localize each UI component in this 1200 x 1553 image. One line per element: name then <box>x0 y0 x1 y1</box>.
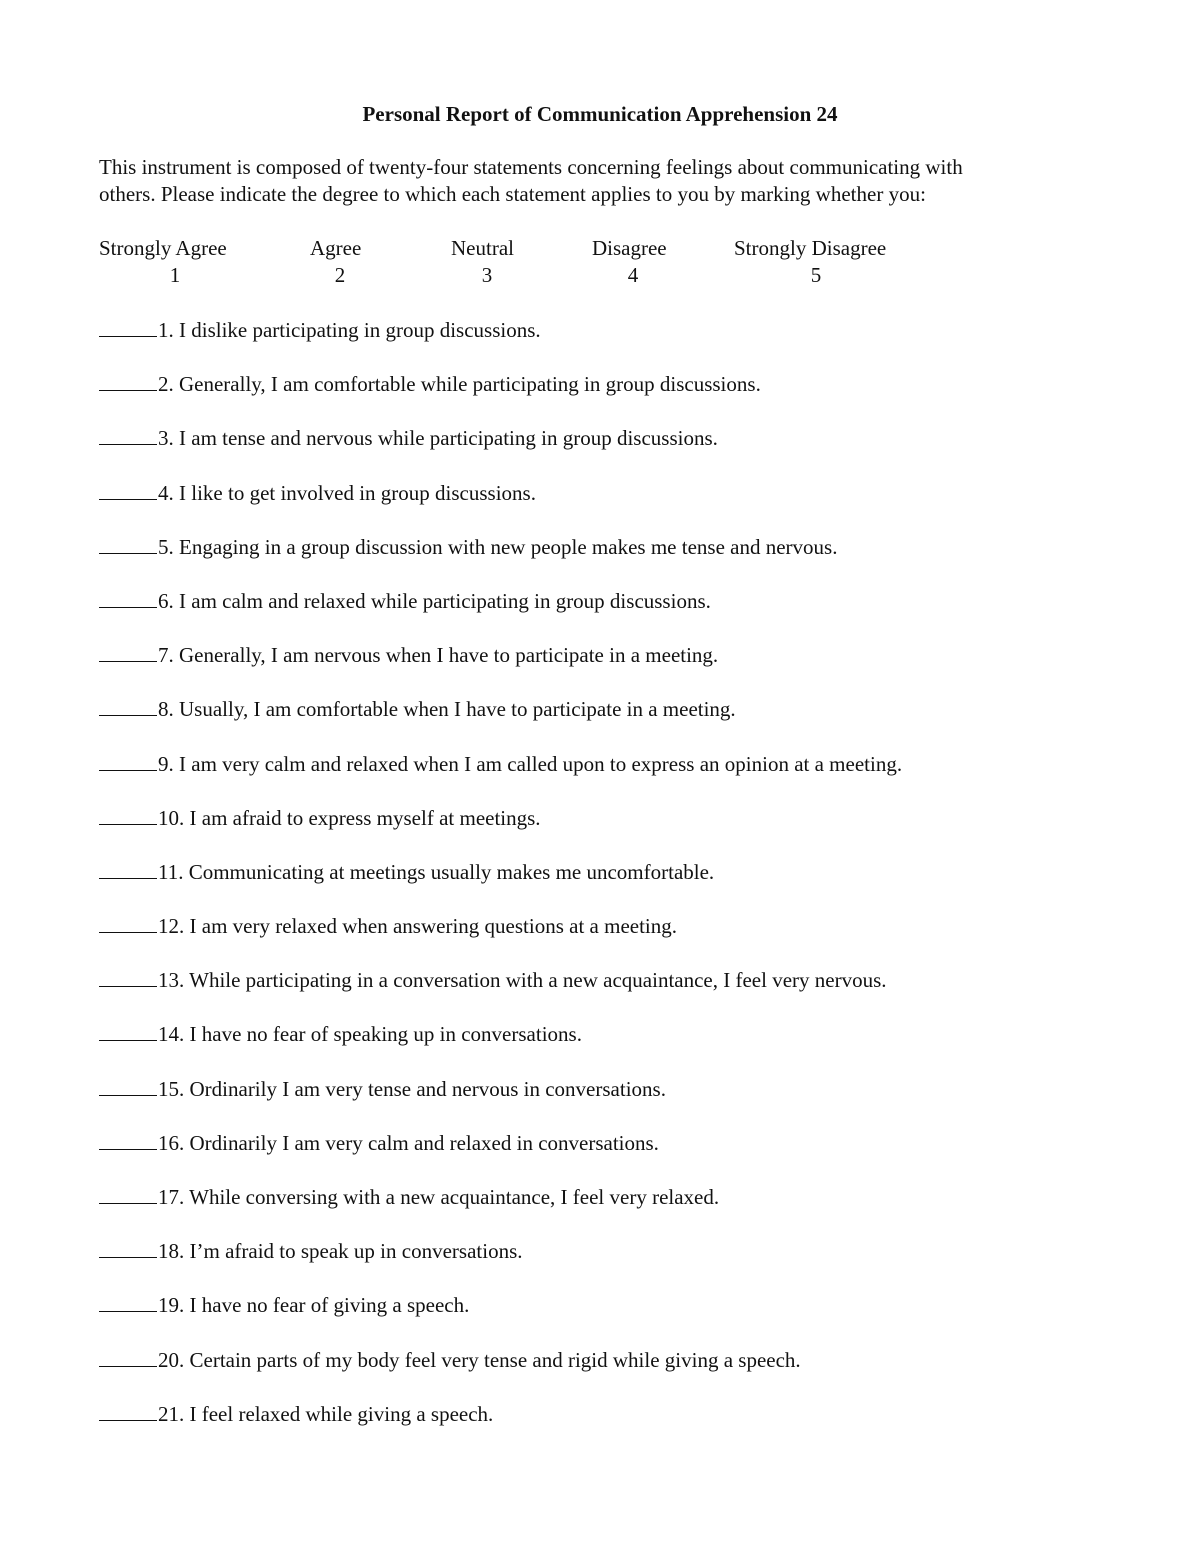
scale-label-neutral: Neutral <box>451 236 514 260</box>
statement-text: 19. I have no fear of giving a speech. <box>158 1293 470 1318</box>
statement-item <box>99 1346 1149 1400</box>
answer-blank[interactable] <box>99 587 157 608</box>
statement-text: 21. I feel relaxed while giving a speech. <box>158 1401 494 1426</box>
scale-label-strongly-agree: Strongly Agree <box>99 236 227 260</box>
answer-blank[interactable] <box>99 370 157 391</box>
answer-blank[interactable] <box>99 479 157 500</box>
answer-blank[interactable] <box>99 750 157 771</box>
statement-item <box>99 1129 1149 1183</box>
statement-item <box>99 1183 1149 1237</box>
statement-text: 7. Generally, I am nervous when I have to participate in a meeting. <box>158 643 719 668</box>
statement-item <box>99 695 1149 749</box>
statement-item <box>99 316 1149 370</box>
answer-blank[interactable] <box>99 1183 157 1204</box>
statement-item <box>99 1075 1149 1129</box>
answer-blank[interactable] <box>99 1400 157 1421</box>
statement-text: 1. I dislike participating in group discussions. <box>158 318 541 342</box>
scale-number-1: 1 <box>169 263 181 287</box>
answer-blank[interactable] <box>99 424 157 445</box>
answer-blank[interactable] <box>99 966 157 987</box>
page-title: Personal Report of Communication Apprehension 24 <box>362 102 838 126</box>
scale-labels <box>0 234 1200 262</box>
statement-text: 9. I am very calm and relaxed when I am called upon to express an opinion at a meeting. <box>158 751 903 776</box>
answer-blank[interactable] <box>99 1346 157 1367</box>
statement-item <box>99 641 1149 695</box>
answer-blank[interactable] <box>99 804 157 825</box>
statement-text: 15. Ordinarily I am very tense and nervous in conversations. <box>158 1076 666 1101</box>
statement-text: 6. I am calm and relaxed while participating in group discussions. <box>158 588 711 613</box>
instructions-line-2: others. Please indicate the degree to which each statement applies to you by marking whether you: <box>99 182 926 206</box>
scale-label-strongly-disagree: Strongly Disagree <box>734 236 887 260</box>
answer-blank[interactable] <box>99 912 157 933</box>
answer-blank[interactable] <box>99 1291 157 1312</box>
statement-item <box>99 750 1149 804</box>
statement-list <box>99 316 1149 1454</box>
statement-text: 8. Usually, I am comfortable when I have to participate in a meeting. <box>158 697 736 722</box>
statement-text: 16. Ordinarily I am very calm and relaxed in conversations. <box>158 1130 659 1155</box>
answer-blank[interactable] <box>99 533 157 554</box>
statement-item <box>99 966 1149 1020</box>
statement-item <box>99 479 1149 533</box>
statement-text: 17. While conversing with a new acquaintance, I feel very relaxed. <box>158 1185 720 1209</box>
answer-blank[interactable] <box>99 1075 157 1096</box>
statement-item <box>99 1291 1149 1345</box>
statement-item <box>99 533 1149 587</box>
statement-text: 3. I am tense and nervous while participating in group discussions. <box>158 426 718 451</box>
scale-label-agree: Agree <box>310 236 362 260</box>
answer-blank[interactable] <box>99 316 157 337</box>
answer-blank[interactable] <box>99 1020 157 1041</box>
statement-text: 11. Communicating at meetings usually makes me uncomfortable. <box>158 859 715 884</box>
scale-number-2: 2 <box>334 263 346 287</box>
statement-text: 13. While participating in a conversation with a new acquaintance, I feel very nervous. <box>158 968 887 993</box>
statement-item <box>99 370 1149 424</box>
scale-number-5: 5 <box>810 263 822 287</box>
statement-text: 5. Engaging in a group discussion with new people makes me tense and nervous. <box>158 534 838 559</box>
answer-blank[interactable] <box>99 641 157 662</box>
scale-number-3: 3 <box>481 263 493 287</box>
answer-blank[interactable] <box>99 1237 157 1258</box>
statement-text: 10. I am afraid to express myself at meetings. <box>158 805 541 830</box>
statement-item <box>99 858 1149 912</box>
instructions <box>99 154 1109 208</box>
scale-numbers <box>0 261 1200 289</box>
answer-blank[interactable] <box>99 695 157 716</box>
statement-item <box>99 587 1149 641</box>
statement-text: 20. Certain parts of my body feel very tense and rigid while giving a speech. <box>158 1347 801 1372</box>
statement-text: 14. I have no fear of speaking up in conversations. <box>158 1022 582 1047</box>
answer-blank[interactable] <box>99 858 157 879</box>
statement-text: 12. I am very relaxed when answering questions at a meeting. <box>158 914 678 939</box>
statement-item <box>99 912 1149 966</box>
statement-item <box>99 424 1149 478</box>
statement-item <box>99 804 1149 858</box>
statement-text: 4. I like to get involved in group discussions. <box>158 480 536 505</box>
statement-item <box>99 1237 1149 1291</box>
scale-number-4: 4 <box>627 263 639 287</box>
statement-text: 18. I’m afraid to speak up in conversations. <box>158 1239 523 1264</box>
statement-item <box>99 1020 1149 1074</box>
scale-label-disagree: Disagree <box>592 236 667 260</box>
statement-item <box>99 1400 1149 1454</box>
statement-text: 2. Generally, I am comfortable while participating in group discussions. <box>158 372 761 397</box>
answer-blank[interactable] <box>99 1129 157 1150</box>
instructions-line-1: This instrument is composed of twenty-four statements concerning feelings about communicating with <box>99 155 963 179</box>
